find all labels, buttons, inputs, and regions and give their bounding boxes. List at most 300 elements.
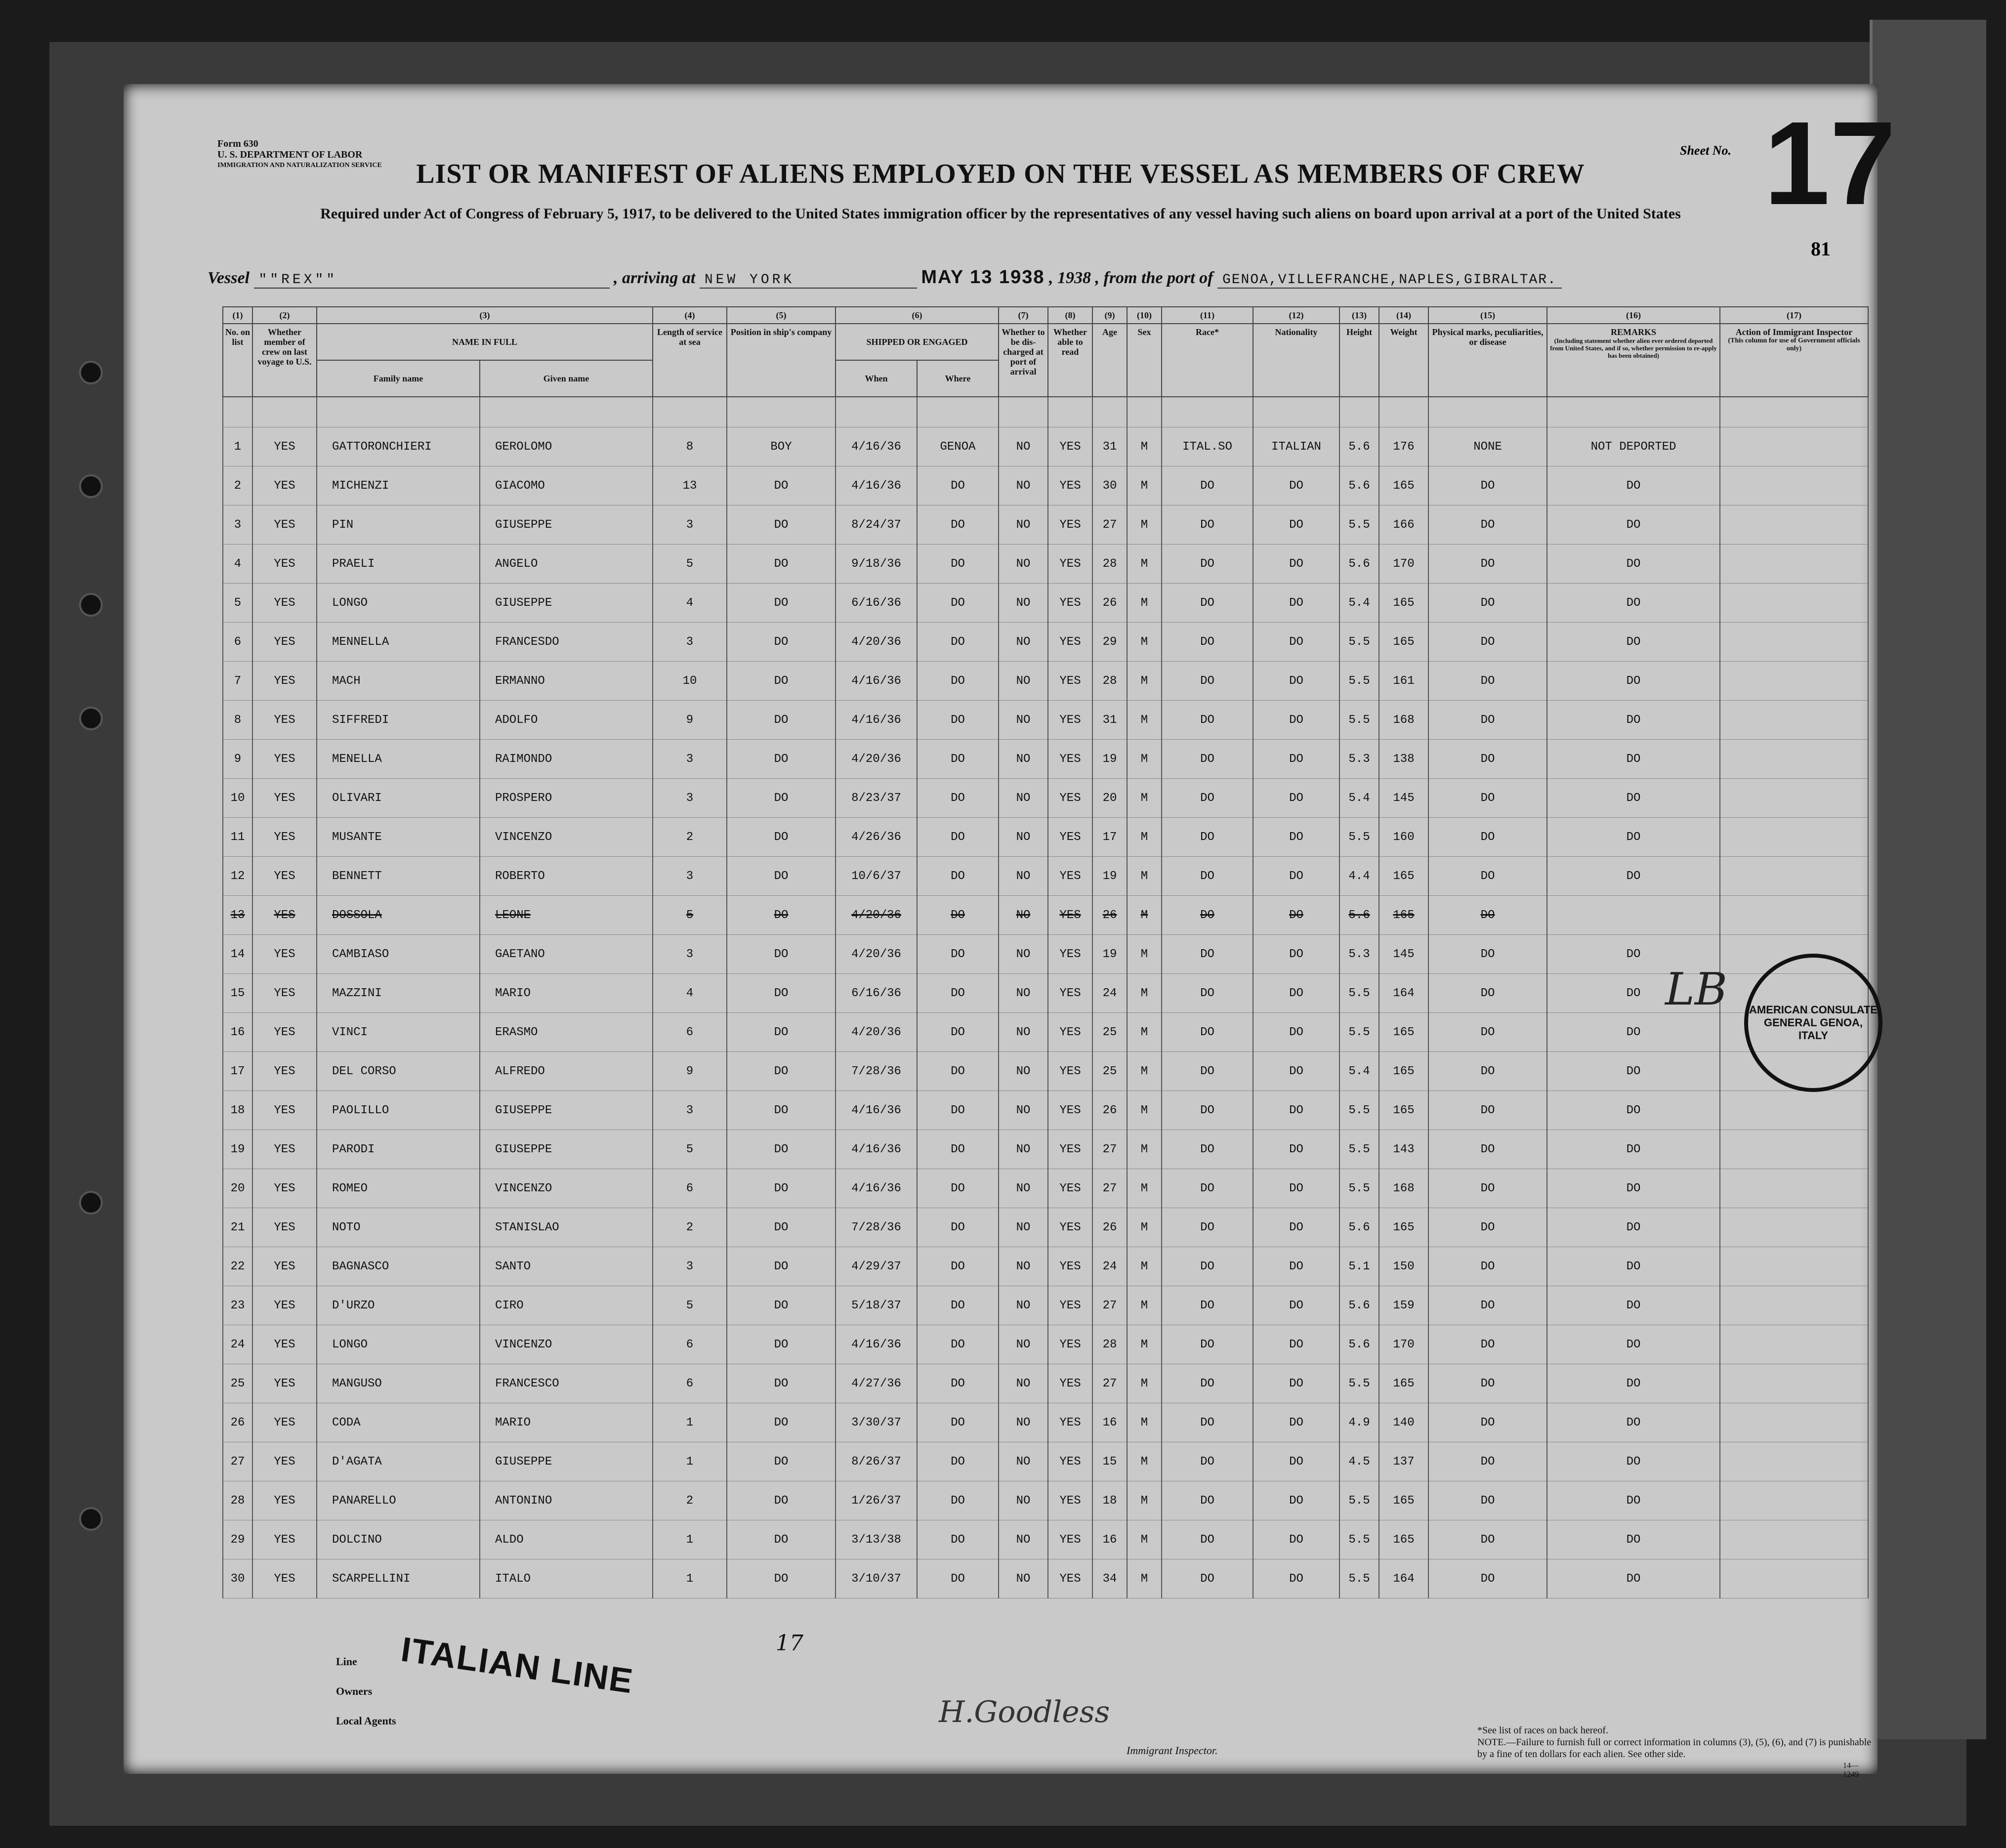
race-cell: DO [1162, 623, 1253, 662]
able-to-read-cell: YES [1048, 662, 1092, 701]
header-given-name: Given name [480, 360, 653, 397]
engaged-when-cell: 7/28/36 [836, 1052, 917, 1091]
service-length-cell: 5 [653, 1130, 727, 1169]
table-row [223, 1247, 1868, 1286]
age-cell: 27 [1092, 1169, 1127, 1208]
entry-number-cell: 19 [223, 1130, 252, 1169]
race-cell: DO [1162, 584, 1253, 623]
entry-number-cell: 7 [223, 662, 252, 701]
inspector-action-cell [1720, 818, 1868, 857]
entry-number-cell: 13 [223, 896, 252, 935]
discharge-cell: NO [999, 1247, 1048, 1286]
weight-cell: 140 [1379, 1403, 1428, 1442]
position-cell: DO [727, 857, 836, 896]
age-cell: 20 [1092, 779, 1127, 818]
weight-cell: 165 [1379, 1052, 1428, 1091]
family-name-cell: CAMBIASO [317, 935, 480, 974]
header-remarks [1547, 324, 1720, 397]
service-length-cell: 3 [653, 1091, 727, 1130]
table-row [223, 1286, 1868, 1325]
height-cell: 5.3 [1339, 935, 1379, 974]
physical-marks-cell: DO [1428, 505, 1547, 545]
engaged-where-cell: DO [917, 1325, 999, 1364]
able-to-read-cell: YES [1048, 1442, 1092, 1481]
discharge-cell: NO [999, 974, 1048, 1013]
height-cell: 4.4 [1339, 857, 1379, 896]
race-cell: DO [1162, 1364, 1253, 1403]
entry-number-cell: 16 [223, 1013, 252, 1052]
nationality-cell: DO [1253, 466, 1339, 505]
position-cell: DO [727, 974, 836, 1013]
remarks-cell: NOT DEPORTED [1547, 427, 1720, 466]
sex-cell: M [1127, 779, 1162, 818]
height-cell: 4.9 [1339, 1403, 1379, 1442]
physical-marks-cell: DO [1428, 1247, 1547, 1286]
engaged-where-cell: DO [917, 466, 999, 505]
height-cell: 5.3 [1339, 740, 1379, 779]
engaged-where-cell: GENOA [917, 427, 999, 466]
col-num-14: (14) [1379, 307, 1428, 324]
local-agents-label: Local Agents [336, 1715, 396, 1727]
inspector-label: Immigrant Inspector. [1127, 1744, 1218, 1757]
family-name-cell: SCARPELLINI [317, 1559, 480, 1598]
nationality-cell: DO [1253, 1169, 1339, 1208]
handwritten-initials: LB [1665, 964, 1727, 1015]
service-length-cell: 3 [653, 857, 727, 896]
weight-cell: 165 [1379, 1481, 1428, 1520]
col-num-7: (7) [999, 307, 1048, 324]
inspector-action-cell [1720, 427, 1868, 466]
entry-number-cell: 25 [223, 1364, 252, 1403]
engaged-when-cell: 4/20/36 [836, 896, 917, 935]
race-cell: DO [1162, 818, 1253, 857]
header-length-service: Length of service at sea [653, 324, 727, 397]
sex-cell: M [1127, 1520, 1162, 1559]
able-to-read-cell: YES [1048, 1208, 1092, 1247]
entry-number-cell: 6 [223, 623, 252, 662]
discharge-cell: NO [999, 1052, 1048, 1091]
family-name-cell: MICHENZI [317, 466, 480, 505]
able-to-read-cell: YES [1048, 1130, 1092, 1169]
race-cell: DO [1162, 1559, 1253, 1598]
height-cell: 5.4 [1339, 584, 1379, 623]
engaged-when-cell: 6/16/36 [836, 584, 917, 623]
remarks-cell: DO [1547, 1286, 1720, 1325]
sex-cell: M [1127, 505, 1162, 545]
remarks-cell: DO [1547, 545, 1720, 584]
engaged-when-cell: 4/16/36 [836, 1091, 917, 1130]
remarks-cell: DO [1547, 623, 1720, 662]
table-row [223, 584, 1868, 623]
table-row [223, 857, 1868, 896]
remarks-cell: DO [1547, 1325, 1720, 1364]
able-to-read-cell: YES [1048, 545, 1092, 584]
table-row [223, 818, 1868, 857]
last-voyage-cell: YES [252, 1520, 317, 1559]
service-length-cell: 5 [653, 896, 727, 935]
nationality-cell: DO [1253, 1403, 1339, 1442]
family-name-cell: BAGNASCO [317, 1247, 480, 1286]
entry-number-cell: 28 [223, 1481, 252, 1520]
race-cell: DO [1162, 1052, 1253, 1091]
height-cell: 5.4 [1339, 1052, 1379, 1091]
weight-cell: 168 [1379, 1169, 1428, 1208]
race-cell: ITAL.SO [1162, 427, 1253, 466]
inspector-action-cell [1720, 1169, 1868, 1208]
age-cell: 16 [1092, 1403, 1127, 1442]
weight-cell: 170 [1379, 545, 1428, 584]
given-name-cell: FRANCESDO [480, 623, 653, 662]
sex-cell: M [1127, 1169, 1162, 1208]
age-cell: 15 [1092, 1442, 1127, 1481]
able-to-read-cell: YES [1048, 1169, 1092, 1208]
sheet-label: Sheet No. [1680, 143, 1731, 158]
nationality-cell: DO [1253, 857, 1339, 896]
height-cell: 5.6 [1339, 466, 1379, 505]
family-name-cell: D'URZO [317, 1286, 480, 1325]
col-num-4: (4) [653, 307, 727, 324]
remarks-cell: DO [1547, 662, 1720, 701]
header-member-last-voyage: Whether member of crew on last voyage to U.S. [252, 324, 317, 397]
service-length-cell: 1 [653, 1559, 727, 1598]
nationality-cell: DO [1253, 1559, 1339, 1598]
age-cell: 18 [1092, 1481, 1127, 1520]
position-cell: DO [727, 701, 836, 740]
service-length-cell: 6 [653, 1325, 727, 1364]
action-note: (This column for use of Government officials only) [1728, 337, 1860, 352]
age-cell: 28 [1092, 545, 1127, 584]
last-voyage-cell: YES [252, 1325, 317, 1364]
race-cell: DO [1162, 1325, 1253, 1364]
entry-number-cell: 18 [223, 1091, 252, 1130]
race-cell: DO [1162, 466, 1253, 505]
race-cell: DO [1162, 857, 1253, 896]
position-cell: DO [727, 1364, 836, 1403]
discharge-cell: NO [999, 584, 1048, 623]
race-cell: DO [1162, 1247, 1253, 1286]
given-name-cell: CIRO [480, 1286, 653, 1325]
discharge-cell: NO [999, 1325, 1048, 1364]
given-name-cell: ANGELO [480, 545, 653, 584]
last-voyage-cell: YES [252, 701, 317, 740]
given-name-cell: GIUSEPPE [480, 1442, 653, 1481]
table-row [223, 1520, 1868, 1559]
engaged-where-cell: DO [917, 701, 999, 740]
physical-marks-cell: DO [1428, 1052, 1547, 1091]
header-when: When [836, 360, 917, 397]
remarks-cell: DO [1547, 505, 1720, 545]
discharge-cell: NO [999, 1091, 1048, 1130]
remarks-cell: DO [1547, 1208, 1720, 1247]
discharge-cell: NO [999, 662, 1048, 701]
race-cell: DO [1162, 974, 1253, 1013]
family-name-cell: SIFFREDI [317, 701, 480, 740]
remarks-cell: DO [1547, 1013, 1720, 1052]
able-to-read-cell: YES [1048, 1247, 1092, 1286]
engaged-where-cell: DO [917, 1169, 999, 1208]
physical-marks-cell: DO [1428, 1013, 1547, 1052]
entry-number-cell: 3 [223, 505, 252, 545]
nationality-cell: DO [1253, 896, 1339, 935]
able-to-read-cell: YES [1048, 935, 1092, 974]
physical-marks-cell: DO [1428, 466, 1547, 505]
able-to-read-cell: YES [1048, 1325, 1092, 1364]
last-voyage-cell: YES [252, 1130, 317, 1169]
inspector-action-cell [1720, 584, 1868, 623]
race-cell: DO [1162, 1013, 1253, 1052]
sex-cell: M [1127, 1442, 1162, 1481]
sex-cell: M [1127, 974, 1162, 1013]
header-family-name: Family name [317, 360, 480, 397]
nationality-cell: DO [1253, 1286, 1339, 1325]
entry-number-cell: 11 [223, 818, 252, 857]
race-cell: DO [1162, 740, 1253, 779]
service-length-cell: 1 [653, 1442, 727, 1481]
age-cell: 26 [1092, 584, 1127, 623]
able-to-read-cell: YES [1048, 1481, 1092, 1520]
nationality-cell: DO [1253, 779, 1339, 818]
race-cell: DO [1162, 935, 1253, 974]
inspector-action-cell [1720, 466, 1868, 505]
weight-cell: 150 [1379, 1247, 1428, 1286]
entry-number-cell: 17 [223, 1052, 252, 1091]
engaged-where-cell: DO [917, 1130, 999, 1169]
vessel-line [208, 267, 1562, 289]
year-label: , 193 [1049, 269, 1083, 287]
header-height: Height [1339, 324, 1379, 397]
able-to-read-cell: YES [1048, 1091, 1092, 1130]
service-length-cell: 13 [653, 466, 727, 505]
sheet-number: 17 [1764, 97, 1896, 229]
remarks-cell: DO [1547, 1169, 1720, 1208]
physical-marks-cell: DO [1428, 1091, 1547, 1130]
entry-number-cell: 27 [223, 1442, 252, 1481]
col-num-16: (16) [1547, 307, 1720, 324]
nationality-cell: DO [1253, 935, 1339, 974]
race-note: *See list of races on back hereof. [1477, 1725, 1608, 1736]
able-to-read-cell: YES [1048, 740, 1092, 779]
last-voyage-cell: YES [252, 857, 317, 896]
race-cell: DO [1162, 1091, 1253, 1130]
inspector-action-cell [1720, 1286, 1868, 1325]
position-cell: BOY [727, 427, 836, 466]
service-length-cell: 3 [653, 1247, 727, 1286]
fine-note: NOTE.—Failure to furnish full or correct information in columns (3), (5), (6), and (7) is punishable by a fine of ten dollars for each alien. See other side. [1477, 1737, 1872, 1760]
remarks-note: (Including statement whether alien ever ordered deported from United States, and if so, whether permission to re-apply has been obtained) [1550, 337, 1717, 359]
sex-cell: M [1127, 1091, 1162, 1130]
discharge-cell: NO [999, 1403, 1048, 1442]
header-where: Where [917, 360, 999, 397]
race-cell: DO [1162, 701, 1253, 740]
weight-cell: 165 [1379, 1091, 1428, 1130]
service: IMMIGRATION AND NATURALIZATION SERVICE [217, 162, 382, 169]
race-cell: DO [1162, 1286, 1253, 1325]
weight-cell: 143 [1379, 1130, 1428, 1169]
engaged-when-cell: 4/16/36 [836, 662, 917, 701]
position-cell: DO [727, 779, 836, 818]
table-row [223, 740, 1868, 779]
engaged-where-cell: DO [917, 1013, 999, 1052]
position-cell: DO [727, 1520, 836, 1559]
engaged-when-cell: 4/20/36 [836, 935, 917, 974]
sheet-subnumber: 81 [1811, 238, 1831, 260]
race-cell: DO [1162, 896, 1253, 935]
remarks-cell: DO [1547, 1091, 1720, 1130]
date-stamp: MAY 13 1938 [921, 267, 1045, 288]
entry-number-cell: 20 [223, 1169, 252, 1208]
nationality-cell: ITALIAN [1253, 427, 1339, 466]
age-cell: 27 [1092, 1364, 1127, 1403]
engaged-where-cell: DO [917, 1247, 999, 1286]
engaged-where-cell: DO [917, 1208, 999, 1247]
able-to-read-cell: YES [1048, 505, 1092, 545]
discharge-cell: NO [999, 1520, 1048, 1559]
table-row [223, 662, 1868, 701]
last-voyage-cell: YES [252, 818, 317, 857]
entry-number-cell: 26 [223, 1403, 252, 1442]
from-label: , from the port of [1095, 269, 1213, 287]
year-value: 8 [1083, 269, 1091, 287]
engaged-where-cell: DO [917, 584, 999, 623]
position-cell: DO [727, 1325, 836, 1364]
consulate-seal: AMERICAN CONSULATE GENERAL GENOA, ITALY [1744, 954, 1882, 1092]
weight-cell: 137 [1379, 1442, 1428, 1481]
position-cell: DO [727, 1052, 836, 1091]
age-cell: 19 [1092, 857, 1127, 896]
table-row [223, 1364, 1868, 1403]
inspector-action-cell [1720, 779, 1868, 818]
engaged-when-cell: 5/18/37 [836, 1286, 917, 1325]
engaged-where-cell: DO [917, 1052, 999, 1091]
discharge-cell: NO [999, 1559, 1048, 1598]
remarks-cell: DO [1547, 818, 1720, 857]
entry-number-cell: 30 [223, 1559, 252, 1598]
engaged-where-cell: DO [917, 1364, 999, 1403]
sex-cell: M [1127, 701, 1162, 740]
service-length-cell: 3 [653, 740, 727, 779]
spacer-row [223, 397, 1868, 427]
last-voyage-cell: YES [252, 427, 317, 466]
table-row [223, 505, 1868, 545]
inspector-action-cell [1720, 1091, 1868, 1130]
age-cell: 24 [1092, 1247, 1127, 1286]
able-to-read-cell: YES [1048, 427, 1092, 466]
nationality-cell: DO [1253, 1091, 1339, 1130]
age-cell: 26 [1092, 1208, 1127, 1247]
position-cell: DO [727, 466, 836, 505]
entry-number-cell: 21 [223, 1208, 252, 1247]
engaged-where-cell: DO [917, 545, 999, 584]
weight-cell: 166 [1379, 505, 1428, 545]
discharge-cell: NO [999, 818, 1048, 857]
sex-cell: M [1127, 623, 1162, 662]
family-name-cell: PRAELI [317, 545, 480, 584]
height-cell: 5.5 [1339, 1481, 1379, 1520]
engaged-when-cell: 4/16/36 [836, 1325, 917, 1364]
family-name-cell: PANARELLO [317, 1481, 480, 1520]
race-cell: DO [1162, 505, 1253, 545]
service-length-cell: 2 [653, 818, 727, 857]
table-row [223, 545, 1868, 584]
physical-marks-cell: DO [1428, 662, 1547, 701]
last-voyage-cell: YES [252, 1559, 317, 1598]
entry-number-cell: 12 [223, 857, 252, 896]
remarks-cell: DO [1547, 466, 1720, 505]
from-ports: GENOA,VILLEFRANCHE,NAPLES,GIBRALTAR. [1217, 272, 1562, 289]
table-row [223, 1559, 1868, 1598]
col-num-9: (9) [1092, 307, 1127, 324]
remarks-cell: DO [1547, 1520, 1720, 1559]
sex-cell: M [1127, 896, 1162, 935]
position-cell: DO [727, 1169, 836, 1208]
inspector-action-cell [1720, 701, 1868, 740]
col-num-12: (12) [1253, 307, 1339, 324]
remarks-title: REMARKS [1610, 327, 1656, 337]
last-voyage-cell: YES [252, 1052, 317, 1091]
family-name-cell: BENNETT [317, 857, 480, 896]
family-name-cell: MAZZINI [317, 974, 480, 1013]
age-cell: 26 [1092, 896, 1127, 935]
punch-hole [79, 593, 103, 617]
age-cell: 16 [1092, 1520, 1127, 1559]
service-length-cell: 3 [653, 779, 727, 818]
last-voyage-cell: YES [252, 974, 317, 1013]
engaged-when-cell: 4/16/36 [836, 1130, 917, 1169]
last-voyage-cell: YES [252, 1442, 317, 1481]
sex-cell: M [1127, 662, 1162, 701]
engaged-when-cell: 4/16/36 [836, 427, 917, 466]
col-num-3: (3) [317, 307, 653, 324]
service-length-cell: 5 [653, 1286, 727, 1325]
physical-marks-cell: DO [1428, 1403, 1547, 1442]
header-position: Position in ship's company [727, 324, 836, 397]
service-length-cell: 3 [653, 505, 727, 545]
footer [222, 1630, 1872, 1779]
able-to-read-cell: YES [1048, 974, 1092, 1013]
family-name-cell: VINCI [317, 1013, 480, 1052]
nationality-cell: DO [1253, 1520, 1339, 1559]
height-cell: 5.6 [1339, 427, 1379, 466]
given-name-cell: ROBERTO [480, 857, 653, 896]
nationality-cell: DO [1253, 974, 1339, 1013]
race-cell: DO [1162, 662, 1253, 701]
given-name-cell: MARIO [480, 974, 653, 1013]
engaged-where-cell: DO [917, 896, 999, 935]
engaged-when-cell: 4/20/36 [836, 623, 917, 662]
age-cell: 19 [1092, 740, 1127, 779]
given-name-cell: RAIMONDO [480, 740, 653, 779]
physical-marks-cell: DO [1428, 818, 1547, 857]
inspector-action-cell [1720, 1481, 1868, 1520]
discharge-cell: NO [999, 701, 1048, 740]
position-cell: DO [727, 623, 836, 662]
engaged-when-cell: 3/10/37 [836, 1559, 917, 1598]
col-num-13: (13) [1339, 307, 1379, 324]
able-to-read-cell: YES [1048, 701, 1092, 740]
last-voyage-cell: YES [252, 1169, 317, 1208]
header-name-in-full: NAME IN FULL [317, 324, 653, 360]
discharge-cell: NO [999, 896, 1048, 935]
race-cell: DO [1162, 1442, 1253, 1481]
header-nationality: Nationality [1253, 324, 1339, 397]
nationality-cell: DO [1253, 1364, 1339, 1403]
engaged-when-cell: 4/29/37 [836, 1247, 917, 1286]
last-voyage-cell: YES [252, 623, 317, 662]
table-row [223, 1091, 1868, 1130]
sex-cell: M [1127, 1559, 1162, 1598]
height-cell: 5.6 [1339, 545, 1379, 584]
physical-marks-cell: NONE [1428, 427, 1547, 466]
